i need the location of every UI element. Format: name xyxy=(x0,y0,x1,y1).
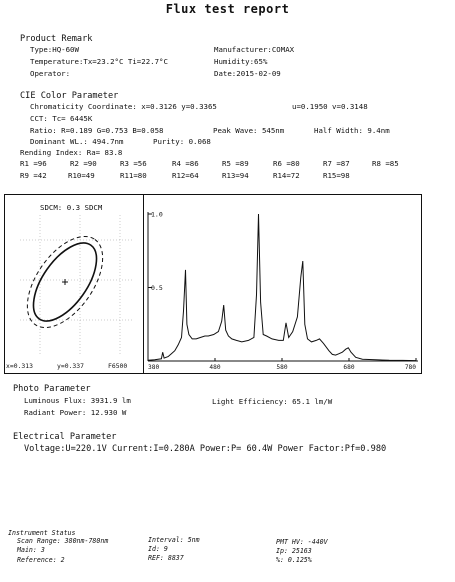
r-value: R13=94 xyxy=(222,171,249,180)
instrument-main: Main: 3 xyxy=(17,546,45,554)
sdcm-label: SDCM: 0.3 SDCM xyxy=(40,203,103,212)
report-title: Flux test report xyxy=(165,2,290,16)
r-value: R14=72 xyxy=(273,171,300,180)
r-value: R6 =80 xyxy=(273,159,300,168)
r-value: R7 =87 xyxy=(323,159,350,168)
instrument-heading: Instrument Status xyxy=(8,529,76,537)
cie-uv: u=0.1950 v=0.3148 xyxy=(292,102,368,111)
dotted-grid xyxy=(20,215,133,355)
product-humidity: Humidity:65% xyxy=(214,57,268,66)
x-tick-label: 780 xyxy=(404,364,416,371)
product-type: Type:HQ-60W xyxy=(30,45,79,54)
electrical-heading: Electrical Parameter xyxy=(13,432,117,442)
light-efficiency: Light Efficiency: 65.1 lm/W xyxy=(212,397,333,406)
ellipse-code-readout: F6500 xyxy=(108,362,128,370)
product-manufacturer: Manufacturer:COMAX xyxy=(214,45,295,54)
r-value: R12=64 xyxy=(172,171,199,180)
instrument-percent: %: 0.125% xyxy=(276,556,312,564)
product-date: Date:2015-02-09 xyxy=(214,69,281,78)
x-tick-label: 380 xyxy=(148,364,160,371)
r-value: R4 =86 xyxy=(172,159,199,168)
electrical-values: Voltage:U=220.1V Current:I=0.280A Power:P= 60.4W Power Factor:Pf=0.980 xyxy=(24,444,387,454)
cie-peak-wave: Peak Wave: 545nm xyxy=(213,126,285,135)
x-tick-label: 680 xyxy=(343,364,355,371)
cie-cct: CCT: Tc= 6445K xyxy=(30,114,93,123)
photo-heading: Photo Parameter xyxy=(13,384,91,394)
cie-dominant-wl: Dominant WL.: 494.7nm xyxy=(30,137,124,146)
instrument-ref: REF: 8837 xyxy=(148,554,184,562)
r-value: R5 =89 xyxy=(222,159,249,168)
r-value: R11=80 xyxy=(120,171,147,180)
cie-chromaticity: Chromaticity Coordinate: x=0.3126 y=0.3365 xyxy=(30,102,217,111)
instrument-reference: Reference: 2 xyxy=(17,556,65,564)
y-tick-label: 1.0 xyxy=(151,210,163,219)
cie-purity: Purity: 0.068 xyxy=(153,137,211,146)
r-value: R2 =90 xyxy=(70,159,97,168)
instrument-ip: Ip: 25163 xyxy=(276,547,312,555)
radiant-power: Radiant Power: 12.930 W xyxy=(24,408,127,417)
cie-half-width: Half Width: 9.4nm xyxy=(314,126,390,135)
x-tick-label: 580 xyxy=(276,364,288,371)
cie-heading: CIE Color Parameter xyxy=(20,91,119,101)
product-operator: Operator: xyxy=(30,69,71,78)
r-value: R1 =96 xyxy=(20,159,47,168)
instrument-scan-range: Scan Range: 380nm-780nm xyxy=(17,537,109,545)
r-value: R9 =42 xyxy=(20,171,47,180)
luminous-flux: Luminous Flux: 3931.9 lm xyxy=(24,396,131,405)
r-value: R15=98 xyxy=(323,171,350,180)
y-tick-label: 0.5 xyxy=(151,284,163,292)
instrument-interval: Interval: 5nm xyxy=(148,536,200,544)
product-temperature: Temperature:Tx=23.2°C Ti=22.7°C xyxy=(30,57,168,66)
r-value: R8 =85 xyxy=(372,159,399,168)
product-remark-heading: Product Remark xyxy=(20,34,93,44)
spectrum-curve xyxy=(148,214,416,361)
spectrum-chart xyxy=(144,195,421,373)
cie-ratio: Ratio: R=0.189 G=0.753 B=0.058 xyxy=(30,126,164,135)
instrument-pmt: PMT HV: -440V xyxy=(276,538,328,546)
cie-rendering-index: Rending Index: Ra= 83.8 xyxy=(20,148,123,157)
ellipse-y-readout: y=0.337 xyxy=(57,362,84,370)
x-tick-label: 480 xyxy=(209,364,221,371)
r-value: R3 =56 xyxy=(120,159,147,168)
ellipse-x-readout: x=0.313 xyxy=(6,362,33,370)
chromaticity-ellipse-plot xyxy=(5,195,143,373)
instrument-id: Id: 9 xyxy=(148,545,168,553)
r-value: R10=49 xyxy=(68,171,95,180)
